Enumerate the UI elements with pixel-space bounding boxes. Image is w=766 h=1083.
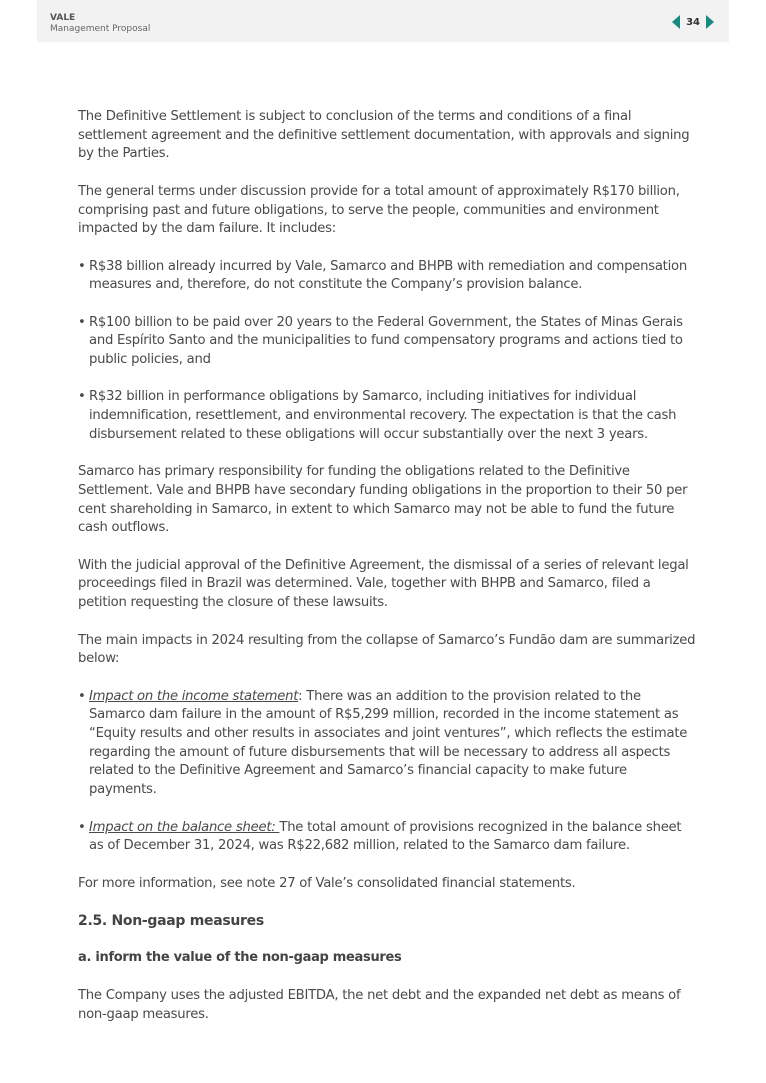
page-number: 34 (686, 16, 700, 28)
income-statement-text: : There was an addition to the provision related to the Samarco dam failure in the amount of R$5,299 million, recorded in the income statement as “Equity results and other results in associates and joint ventures”, which reflects the estimate regarding the amount of future disbursements that will be necessary to address all aspects related to the Definitive Agreement and Samarco’s financial capacity to make future payments. (89, 688, 688, 798)
previous-page-icon[interactable] (672, 15, 680, 29)
income-statement-label: Impact on the income statement (89, 688, 299, 704)
section-heading: 2.5. Non-gaap measures (78, 913, 264, 930)
paragraph: With the judicial approval of the Definitive Agreement, the dismissal of a series of relevant legal proceedings filed in Brazil was determined. Vale, together with BHPB and Samarco, filed a petition requesting the closure of these lawsuits. (78, 557, 689, 611)
balance-sheet-label: Impact on the balance sheet: (89, 819, 280, 835)
page-header (37, 0, 729, 42)
paragraph: The general terms under discussion provide for a total amount of approximately R$170 billion, comprising past and future obligations, to serve the people, communities and environment impacted by the dam failure. It includes: (78, 183, 680, 237)
next-page-icon[interactable] (706, 15, 714, 29)
paragraph: For more information, see note 27 of Vale’s consolidated financial statements. (78, 875, 576, 891)
impacts-bullet-list (78, 688, 698, 856)
paragraph: Samarco has primary responsibility for funding the obligations related to the Definitive Settlement. Vale and BHPB have secondary funding obligations in the proportion to their 50 per cent shareholding in Samarco, in extent to which Samarco may not be able to fund the future cash outflows. (78, 464, 688, 536)
document-subtitle: Management Proposal (50, 24, 151, 34)
paragraph: The Company uses the adjusted EBITDA, the net debt and the expanded net debt as means of non-gaap measures. (78, 987, 681, 1022)
list-item: • R$38 billion already incurred by Vale, Samarco and BHPB with remediation and compensation measures and, therefore, do not constitute the Company’s provision balance. (78, 258, 698, 295)
paragraph: The Definitive Settlement is subject to conclusion of the terms and conditions of a final settlement agreement and the definitive settlement documentation, with approvals and signing by the Parties. (78, 109, 690, 162)
list-item (78, 819, 698, 856)
list-item (78, 688, 698, 800)
balance-sheet-text: The total amount of provisions recognized in the balance sheet as of December 31, 2024, was R$22,682 million, related to the Samarco dam failure. (89, 819, 682, 854)
list-item: • R$100 billion to be paid over 20 years to the Federal Government, the States of Minas Gerais and Espírito Santo and the municipalities to fund compensatory programs and actions tied to public policies, and (78, 314, 698, 370)
subsection-heading: a. inform the value of the non-gaap measures (78, 950, 402, 966)
paragraph: The main impacts in 2024 resulting from the collapse of Samarco’s Fundão dam are summarized below: (78, 632, 696, 667)
settlement-bullet-list (78, 258, 698, 445)
brand-name: VALE (50, 13, 76, 23)
page-navigator (672, 14, 714, 30)
list-item: • R$32 billion in performance obligations by Samarco, including initiatives for individual indemnification, resettlement, and environmental recovery. The expectation is that the cash disbursement related to these obligations will occur substantially over the next 3 years. (78, 388, 698, 444)
document-body (78, 108, 698, 1043)
